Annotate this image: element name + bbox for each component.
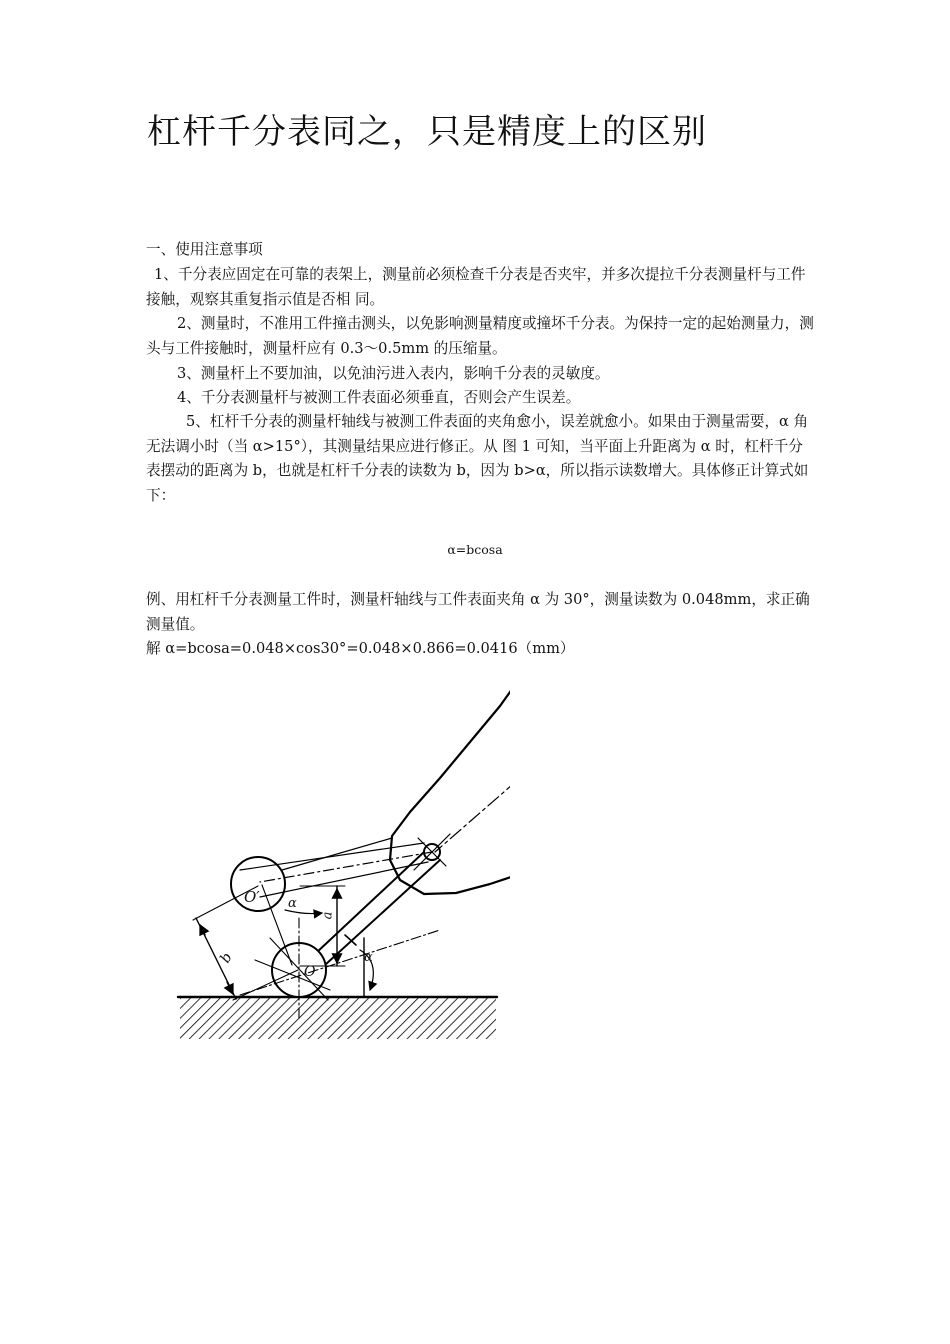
note-item-5: 5、杠杆千分表的测量杆轴线与被测工件表面的夹角愈小，误差就愈小。如果由于测量需要，α 角无法调小时（当 α>15°），其测量结果应进行修正。从 图 1 可知，当平面上升距离为 α 时，杠杆千分表摆动的距离为 b，也就是杠杆千分表的读数为 b，因为 b>α，所以指示读数增大。具体修正计算式如下： [146, 413, 809, 504]
note-item-2: 2、测量时，不准用工件撞击测头，以免影响测量精度或撞坏千分表。为保持一定的起始测量力，测头与工件接触时，测量杆应有 0.3～0.5mm 的压缩量。 [146, 315, 814, 357]
note-item-1: 1、千分表应固定在可靠的表架上，测量前必须检查千分表是否夹牢，并多次提拉千分表测量杆与工件接触，观察其重复指示值是否相 同。 [146, 266, 806, 308]
section-heading: 一、使用注意事项 [146, 241, 263, 258]
note-item-3: 3、测量杆上不要加油，以免油污进入表内，影响千分表的灵敏度。 [177, 365, 610, 382]
example-statement: 例、用杠杆千分表测量工件时，测量杆轴线与工件表面夹角 α 为 30°，测量读数为 0.048mm，求正确测量值。 [146, 591, 810, 633]
diagram-svg [170, 668, 510, 1048]
correction-formula: α=bcosa [447, 542, 503, 557]
label-alpha-upper: α [288, 896, 297, 911]
note-item-4: 4、千分表测量杆与被测工件表面必须垂直，否则会产生误差。 [177, 389, 581, 406]
label-b: b [217, 950, 236, 966]
label-a-vertical: a [320, 911, 336, 920]
label-o-prime: O′ [244, 888, 260, 906]
indicator-body [390, 678, 510, 894]
example-solution: 解 α=bcosa=0.048×cos30°=0.048×0.866=0.0416（mm） [146, 640, 575, 657]
label-alpha-right: α [364, 950, 373, 965]
usage-notes [146, 238, 816, 263]
label-o: O [304, 964, 316, 980]
worked-example [146, 588, 816, 662]
page-title: 杠杆千分表同之，只是精度上的区别 [147, 112, 707, 152]
workpiece [178, 997, 497, 1039]
lever-dial-indicator-diagram [170, 668, 510, 1052]
